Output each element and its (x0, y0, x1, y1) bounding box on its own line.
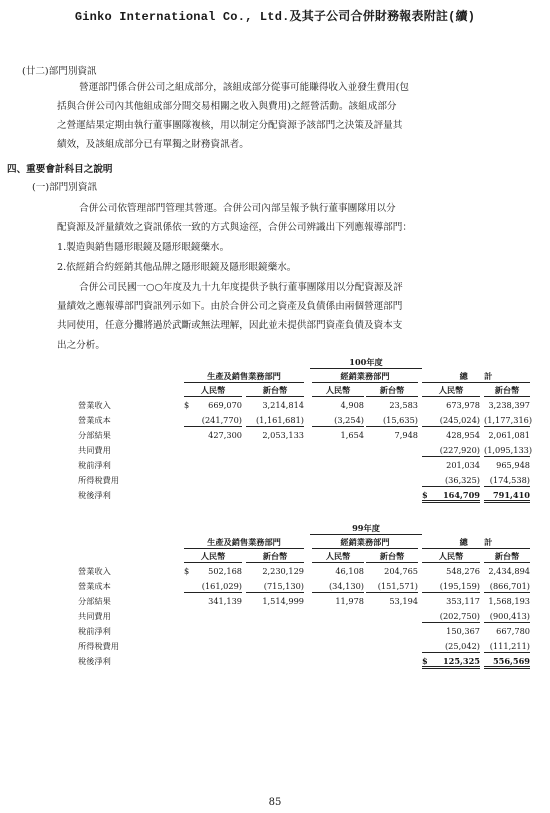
segment-table-99 (60, 522, 530, 682)
cell: (227,920) (439, 445, 480, 455)
segment-header: 總 計 (459, 537, 493, 547)
cell: 53,194 (389, 596, 418, 606)
table-row (60, 399, 530, 411)
table-row (60, 625, 530, 637)
currency-symbol: $ (422, 490, 428, 500)
cell: 4,908 (340, 400, 364, 410)
section-22-heading: (廿二)部門別資訊 (22, 66, 97, 77)
currency-header: 人民幣 (325, 551, 351, 561)
cell: 23,583 (389, 400, 418, 410)
cell: 2,053,133 (262, 430, 304, 440)
cell: 2,230,129 (262, 566, 304, 576)
section-4-para2-line-3: 共同使用，任意分攤將過於武斷或無法理解，因此並未提供部門資產負債及資本支 (57, 320, 403, 331)
currency-symbol: $ (184, 566, 190, 576)
cell: (195,159) (439, 581, 480, 591)
row-label: 稅後淨利 (78, 656, 111, 666)
row-label: 稅前淨利 (78, 460, 111, 470)
segment-header: 總 計 (459, 371, 493, 381)
page-title: Ginko International Co., Ltd.及其子公司合併財務報表附註(續) (74, 10, 476, 24)
cell: (1,177,316) (484, 415, 533, 425)
currency-header: 新台幣 (262, 385, 288, 395)
segment-header: 生產及銷售業務部門 (207, 371, 281, 381)
cell: (161,029) (201, 581, 242, 591)
currency-header: 新台幣 (262, 551, 288, 561)
section-4-heading: 四、重要會計科目之說明 (7, 164, 113, 175)
currency-symbol: $ (422, 656, 428, 666)
cell: 3,238,397 (488, 400, 530, 410)
row-label: 共同費用 (78, 445, 111, 455)
cell: (15,635) (382, 415, 418, 425)
cell: (111,211) (489, 641, 530, 651)
row-label: 分部結果 (78, 430, 111, 440)
cell: 164,709 (442, 490, 480, 500)
cell: (34,130) (328, 581, 364, 591)
cell: (3,254) (334, 415, 364, 425)
row-label: 營業收入 (78, 566, 111, 576)
cell: (36,325) (444, 475, 480, 485)
cell: 1,514,999 (262, 596, 304, 606)
section-22-line-2: 括與合併公司內其他組成部分間交易相關之收入與費用)之經營活動。該組成部分 (57, 101, 397, 112)
table-row (60, 565, 530, 577)
cell: (715,130) (263, 581, 304, 591)
cell: 669,070 (208, 400, 242, 410)
row-label: 分部結果 (78, 596, 111, 606)
cell: (241,770) (201, 415, 242, 425)
table-row (60, 595, 530, 607)
cell: 428,954 (446, 430, 480, 440)
cell: 556,569 (492, 656, 530, 666)
segment-header: 生產及銷售業務部門 (207, 537, 281, 547)
section-4-para1-line-2: 配資源及評量績效之資訊係依一致的方式與途徑，合併公司辨識出下列應報導部門： (57, 222, 412, 233)
section-4-subheading: (一)部門別資訊 (32, 182, 98, 193)
currency-header: 人民幣 (200, 385, 226, 395)
table-row (60, 429, 530, 441)
row-label: 營業成本 (78, 581, 111, 591)
section-4-item-1: 1.製造與銷售隱形眼鏡及隱形眼鏡藥水。 (57, 242, 230, 253)
cell: (245,024) (439, 415, 480, 425)
cell: 667,780 (496, 626, 530, 636)
segment-header: 經銷業務部門 (340, 537, 390, 547)
currency-header: 新台幣 (379, 385, 405, 395)
row-label: 營業收入 (78, 400, 111, 410)
section-4-para2-line-2: 量績效之應報導部門資訊列示如下。由於合併公司之資產及負債係由兩個營運部門 (57, 301, 403, 312)
cell: 125,325 (442, 656, 480, 666)
cell: (202,750) (439, 611, 480, 621)
cell: (151,571) (377, 581, 418, 591)
cell: (1,161,681) (255, 415, 304, 425)
row-label: 稅後淨利 (78, 490, 111, 500)
cell: (900,413) (489, 611, 530, 621)
section-22-line-3: 之營運結果定期由執行董事團隊複核，用以制定分配資源予該部門之決策及評量其 (57, 120, 403, 131)
cell: 353,117 (446, 596, 480, 606)
table-row (60, 610, 530, 622)
cell: 548,276 (446, 566, 480, 576)
currency-symbol: $ (184, 400, 190, 410)
section-4-para2-line-1: 合併公司民國一○○年度及九十九年度提供予執行董事團隊用以分配資源及評 (79, 282, 403, 293)
cell: 201,034 (446, 460, 480, 470)
row-label: 共同費用 (78, 611, 111, 621)
cell: 341,139 (208, 596, 242, 606)
cell: 2,061,081 (488, 430, 530, 440)
segment-table-100 (60, 356, 533, 516)
currency-header: 新台幣 (494, 551, 520, 561)
cell: 965,948 (496, 460, 530, 470)
currency-header: 新台幣 (379, 551, 405, 561)
table-year-label: 99年度 (352, 523, 380, 533)
cell: 7,948 (394, 430, 418, 440)
cell: 1,568,193 (488, 596, 530, 606)
cell: 2,434,894 (488, 566, 530, 576)
table-row (60, 459, 530, 471)
row-label: 所得稅費用 (78, 475, 119, 485)
section-4-para1-line-1: 合併公司依管理部門管理其營運。合併公司內部呈報予執行董事團隊用以分 (79, 203, 396, 214)
table-row (60, 580, 530, 592)
cell: 150,367 (446, 626, 480, 636)
cell: 427,300 (208, 430, 242, 440)
currency-header: 人民幣 (438, 551, 464, 561)
cell: 3,214,814 (262, 400, 304, 410)
table-year-label: 100年度 (349, 357, 383, 367)
section-22-line-1: 營運部門係合併公司之組成部分，該組成部分從事可能賺得收入並發生費用(包 (79, 82, 409, 93)
row-label: 營業成本 (78, 415, 111, 425)
section-4-para2-line-4: 出之分析。 (57, 340, 105, 351)
currency-header: 人民幣 (200, 551, 226, 561)
currency-header: 新台幣 (494, 385, 520, 395)
cell: 1,654 (340, 430, 364, 440)
table-row (60, 414, 533, 426)
cell: (1,095,133) (484, 445, 533, 455)
section-22-line-4: 績效，及該組成部分已有單獨之財務資訊者。 (57, 139, 249, 150)
cell: (174,538) (489, 475, 530, 485)
page-number: 85 (268, 797, 282, 808)
cell: 791,410 (492, 490, 530, 500)
cell: 502,168 (208, 566, 242, 576)
table-row (60, 640, 530, 652)
cell: 46,108 (335, 566, 364, 576)
table-row (60, 474, 530, 486)
segment-header: 經銷業務部門 (340, 371, 390, 381)
cell: (866,701) (489, 581, 530, 591)
row-label: 所得稅費用 (78, 641, 119, 651)
row-label: 稅前淨利 (78, 626, 111, 636)
table-row (60, 444, 533, 456)
cell: 204,765 (384, 566, 418, 576)
currency-header: 人民幣 (325, 385, 351, 395)
cell: 673,978 (446, 400, 480, 410)
currency-header: 人民幣 (438, 385, 464, 395)
cell: (25,042) (444, 641, 480, 651)
cell: 11,978 (335, 596, 364, 606)
section-4-item-2: 2.依經銷合約經銷其他品牌之隱形眼鏡及隱形眼鏡藥水。 (57, 262, 297, 273)
